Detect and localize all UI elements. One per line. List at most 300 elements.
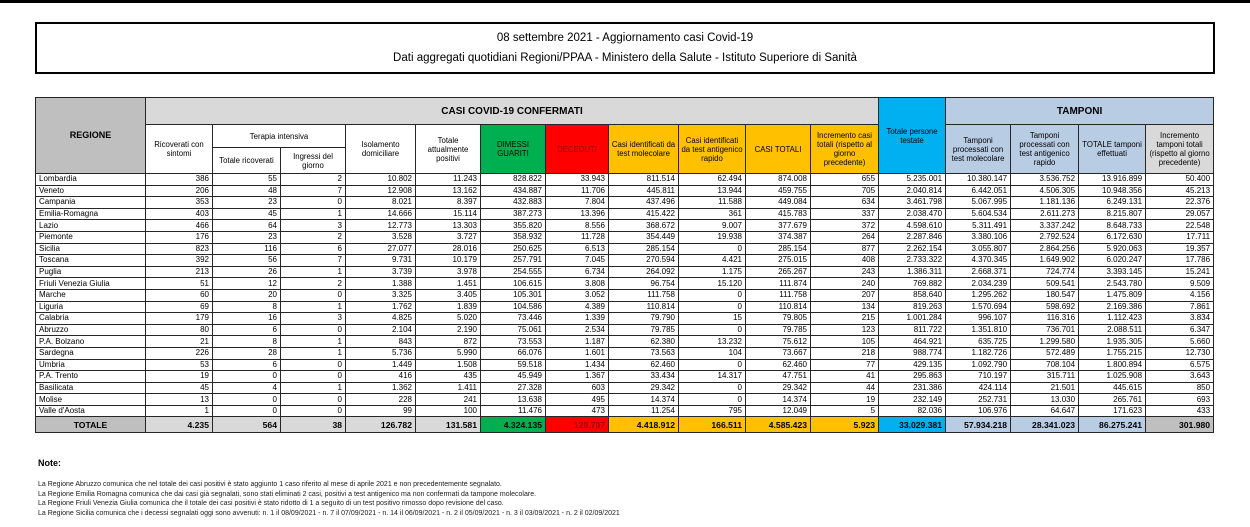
value-cell: 3.528 [346,231,416,243]
total-cell: 4.324.135 [481,417,546,433]
value-cell: 64 [213,220,281,232]
region-name-cell: Liguria [36,301,146,313]
value-cell: 106.615 [481,278,546,290]
value-cell: 9.007 [679,220,746,232]
value-cell: 14.666 [346,208,416,220]
value-cell: 5.736 [346,347,416,359]
value-cell: 0 [679,243,746,255]
value-cell: 354.449 [609,231,679,243]
value-cell: 64.647 [1011,405,1079,417]
value-cell: 598.692 [1011,301,1079,313]
header-band-row [36,98,1214,125]
value-cell: 473 [546,405,609,417]
value-cell: 433 [1146,405,1214,417]
value-cell: 2.864.256 [1011,243,1079,255]
value-cell: 819.263 [879,301,946,313]
value-cell: 769.882 [879,278,946,290]
value-cell: 988.774 [879,347,946,359]
value-cell: 445.615 [1079,382,1146,394]
value-cell: 15.114 [416,208,481,220]
value-cell: 1.935.305 [1079,336,1146,348]
value-cell: 51 [146,278,213,290]
value-cell: 1.092.790 [946,359,1011,371]
value-cell: 872 [416,336,481,348]
value-cell: 45 [146,382,213,394]
value-cell: 2.104 [346,324,416,336]
header-ricoverati: Ricoverati con sintomi [146,125,213,174]
value-cell: 79.785 [609,324,679,336]
value-cell: 415.783 [746,208,811,220]
note-item: La Regione Abruzzo comunica che nel totale dei casi positivi è stato aggiunto 1 caso riferito al mese di aprile 2021 e non precedentemente segnalato. [38,481,502,488]
value-cell: 226 [146,347,213,359]
value-cell: 6 [281,243,346,255]
header-casi-antigenico: Casi identificati da test antigenico rapido [679,125,746,174]
value-cell: 6.734 [546,266,609,278]
value-cell: 265.267 [746,266,811,278]
value-cell: 99 [346,405,416,417]
value-cell: 53 [146,359,213,371]
value-cell: 5.660 [1146,336,1214,348]
value-cell: 62.460 [609,359,679,371]
region-name-cell: P.A. Trento [36,371,146,383]
value-cell: 11.243 [416,174,481,186]
value-cell: 1.362 [346,382,416,394]
header-band-casi-confermati: CASI COVID-19 CONFERMATI [146,98,879,125]
value-cell: 377.679 [746,220,811,232]
value-cell: 0 [281,197,346,209]
value-cell: 5.604.534 [946,208,1011,220]
value-cell: 17.711 [1146,231,1214,243]
value-cell: 1 [281,301,346,313]
value-cell: 28.016 [416,243,481,255]
total-cell: 129.707 [546,417,609,433]
value-cell: 3.834 [1146,313,1214,325]
value-cell: 285.154 [746,243,811,255]
value-cell: 215 [811,313,879,325]
value-cell: 3.739 [346,266,416,278]
header-dimessi-guariti: DIMESSI GUARITI [481,125,546,174]
value-cell: 1.339 [546,313,609,325]
value-cell: 22.548 [1146,220,1214,232]
value-cell: 105 [811,336,879,348]
value-cell: 2.088.511 [1079,324,1146,336]
value-cell: 1.649.902 [1011,255,1079,267]
value-cell: 218 [811,347,879,359]
total-cell: 86.275.241 [1079,417,1146,433]
value-cell: 603 [546,382,609,394]
header-incremento-tamponi: Incremento tamponi totali (rispetto al giorno precedente) [1146,125,1214,174]
value-cell: 45 [213,208,281,220]
table-row [36,301,1214,313]
value-cell: 416 [346,371,416,383]
value-cell: 1.112.423 [1079,313,1146,325]
value-cell: 843 [346,336,416,348]
value-cell: 358.932 [481,231,546,243]
value-cell: 874.008 [746,174,811,186]
value-cell: 69 [146,301,213,313]
value-cell: 4.825 [346,313,416,325]
value-cell: 0 [213,371,281,383]
value-cell: 275.015 [746,255,811,267]
value-cell: 386 [146,174,213,186]
value-cell: 13.303 [416,220,481,232]
value-cell: 693 [1146,394,1214,406]
value-cell: 1.449 [346,359,416,371]
value-cell: 264.092 [609,266,679,278]
value-cell: 250.625 [481,243,546,255]
value-cell: 5 [811,405,879,417]
value-cell: 3.405 [416,289,481,301]
value-cell: 27.328 [481,382,546,394]
region-name-cell: Umbria [36,359,146,371]
value-cell: 55 [213,174,281,186]
value-cell: 79.805 [746,313,811,325]
value-cell: 79.785 [746,324,811,336]
value-cell: 1 [281,336,346,348]
header-ingressi-giorno: Ingressi del giorno [281,148,346,174]
value-cell: 33.943 [546,174,609,186]
value-cell: 2.040.814 [879,185,946,197]
value-cell: 1.508 [416,359,481,371]
value-cell: 232.149 [879,394,946,406]
value-cell: 710.197 [946,371,1011,383]
value-cell: 270.594 [609,255,679,267]
report-date-title: 08 settembre 2021 - Aggiornamento casi Covid-19 [496,32,754,44]
value-cell: 655 [811,174,879,186]
value-cell: 13.396 [546,208,609,220]
value-cell: 26 [213,266,281,278]
value-cell: 13.232 [679,336,746,348]
value-cell: 62.494 [679,174,746,186]
region-name-cell: Abruzzo [36,324,146,336]
region-name-cell: Campania [36,197,146,209]
value-cell: 73.667 [746,347,811,359]
value-cell: 1.451 [416,278,481,290]
value-cell: 0 [281,371,346,383]
value-cell: 823 [146,243,213,255]
value-cell: 811.514 [609,174,679,186]
value-cell: 5.235.001 [879,174,946,186]
region-name-cell: Basilicata [36,382,146,394]
value-cell: 3.393.145 [1079,266,1146,278]
value-cell: 254.555 [481,266,546,278]
value-cell: 8.397 [416,197,481,209]
covid-data-table [35,97,1214,433]
value-cell: 240 [811,278,879,290]
value-cell: 16 [213,313,281,325]
value-cell: 19.357 [1146,243,1214,255]
header-attualmente-positivi: Totale attualmente positivi [416,125,481,174]
value-cell: 50.400 [1146,174,1214,186]
header-isolamento: Isolamento domiciliare [346,125,416,174]
title-box [35,22,1215,74]
header-incremento-casi: Incremento casi totali (rispetto al giorno precedente) [811,125,879,174]
header-persone-testate: Totale persone testate [879,98,946,174]
value-cell: 19 [146,371,213,383]
value-cell: 110.814 [746,301,811,313]
value-cell: 73.446 [481,313,546,325]
value-cell: 15 [679,313,746,325]
value-cell: 11.706 [546,185,609,197]
total-cell: 4.235 [146,417,213,433]
value-cell: 495 [546,394,609,406]
value-cell: 7.045 [546,255,609,267]
value-cell: 17.786 [1146,255,1214,267]
notes-section [38,458,1208,518]
value-cell: 2 [281,174,346,186]
value-cell: 23 [213,197,281,209]
table-row [36,336,1214,348]
value-cell: 3.978 [416,266,481,278]
value-cell: 73.563 [609,347,679,359]
value-cell: 100 [416,405,481,417]
value-cell: 3.643 [1146,371,1214,383]
value-cell: 15.241 [1146,266,1214,278]
value-cell: 392 [146,255,213,267]
value-cell: 708.104 [1011,359,1079,371]
value-cell: 1 [281,347,346,359]
value-cell: 634 [811,197,879,209]
value-cell: 110.814 [609,301,679,313]
table-row [36,324,1214,336]
region-name-cell: Puglia [36,266,146,278]
value-cell: 464.921 [879,336,946,348]
table-row [36,289,1214,301]
region-name-cell: Friuli Venezia Giulia [36,278,146,290]
report-subtitle: Dati aggregati quotidiani Regioni/PPAA - Ministero della Salute - Istituto Superiore di Sanità [393,52,857,64]
value-cell: 1 [281,208,346,220]
value-cell: 106.976 [946,405,1011,417]
value-cell: 10.802 [346,174,416,186]
value-cell: 6.020.247 [1079,255,1146,267]
value-cell: 445.811 [609,185,679,197]
total-cell: 126.782 [346,417,416,433]
value-cell: 1.800.894 [1079,359,1146,371]
value-cell: 77 [811,359,879,371]
value-cell: 66.076 [481,347,546,359]
value-cell: 116 [213,243,281,255]
value-cell: 5.067.995 [946,197,1011,209]
value-cell: 60 [146,289,213,301]
region-name-cell: P.A. Bolzano [36,336,146,348]
value-cell: 4.506.305 [1011,185,1079,197]
value-cell: 12.908 [346,185,416,197]
value-cell: 6.513 [546,243,609,255]
value-cell: 1.839 [416,301,481,313]
value-cell: 207 [811,289,879,301]
value-cell: 228 [346,394,416,406]
value-cell: 1.351.810 [946,324,1011,336]
header-casi-totali: CASI TOTALI [746,125,811,174]
value-cell: 0 [679,382,746,394]
value-cell: 213 [146,266,213,278]
value-cell: 2.733.322 [879,255,946,267]
value-cell: 22.376 [1146,197,1214,209]
value-cell: 176 [146,231,213,243]
value-cell: 13 [146,394,213,406]
value-cell: 0 [679,324,746,336]
region-name-cell: Marche [36,289,146,301]
page-top-border [0,0,1250,3]
value-cell: 0 [281,405,346,417]
table-row [36,347,1214,359]
value-cell: 1.388 [346,278,416,290]
value-cell: 12.773 [346,220,416,232]
notes-heading: Note: [38,458,61,468]
value-cell: 2 [281,278,346,290]
value-cell: 315.711 [1011,371,1079,383]
header-casi-molecolare: Casi identificati da test molecolare [609,125,679,174]
value-cell: 1.386.311 [879,266,946,278]
value-cell: 466 [146,220,213,232]
value-cell: 29.342 [609,382,679,394]
value-cell: 206 [146,185,213,197]
value-cell: 432.883 [481,197,546,209]
value-cell: 724.774 [1011,266,1079,278]
value-cell: 13.916.899 [1079,174,1146,186]
region-name-cell: Molise [36,394,146,406]
value-cell: 241 [416,394,481,406]
value-cell: 10.948.356 [1079,185,1146,197]
value-cell: 111.758 [746,289,811,301]
value-cell: 33.434 [609,371,679,383]
value-cell: 1 [281,382,346,394]
value-cell: 1.411 [416,382,481,394]
value-cell: 2.287.846 [879,231,946,243]
value-cell: 14.374 [746,394,811,406]
value-cell: 424.114 [946,382,1011,394]
header-deceduti: DECEDUTI [546,125,609,174]
value-cell: 828.822 [481,174,546,186]
value-cell: 1.367 [546,371,609,383]
header-totale-tamponi: TOTALE tamponi effettuati [1079,125,1146,174]
value-cell: 123 [811,324,879,336]
value-cell: 2.190 [416,324,481,336]
notes-list [38,480,1208,518]
value-cell: 3.337.242 [1011,220,1079,232]
value-cell: 1.182.726 [946,347,1011,359]
value-cell: 5.920.063 [1079,243,1146,255]
value-cell: 10.179 [416,255,481,267]
value-cell: 80 [146,324,213,336]
value-cell: 850 [1146,382,1214,394]
table-row [36,266,1214,278]
value-cell: 12 [213,278,281,290]
value-cell: 1 [281,266,346,278]
total-cell: 4.585.423 [746,417,811,433]
table-row [36,255,1214,267]
value-cell: 7.804 [546,197,609,209]
value-cell: 4.389 [546,301,609,313]
value-cell: 29.342 [746,382,811,394]
value-cell: 6 [213,359,281,371]
total-cell: 131.581 [416,417,481,433]
value-cell: 2.543.780 [1079,278,1146,290]
value-cell: 2.169.386 [1079,301,1146,313]
value-cell: 13.162 [416,185,481,197]
value-cell: 19.938 [679,231,746,243]
value-cell: 5.990 [416,347,481,359]
value-cell: 3.461.798 [879,197,946,209]
value-cell: 0 [213,405,281,417]
value-cell: 45.213 [1146,185,1214,197]
value-cell: 1.755.215 [1079,347,1146,359]
value-cell: 44 [811,382,879,394]
value-cell: 62.380 [609,336,679,348]
value-cell: 56 [213,255,281,267]
value-cell: 877 [811,243,879,255]
value-cell: 45.949 [481,371,546,383]
value-cell: 75.061 [481,324,546,336]
value-cell: 48 [213,185,281,197]
value-cell: 257.791 [481,255,546,267]
value-cell: 47.751 [746,371,811,383]
region-name-cell: Calabria [36,313,146,325]
value-cell: 5.311.491 [946,220,1011,232]
total-cell: 4.418.912 [609,417,679,433]
value-cell: 1.475.809 [1079,289,1146,301]
value-cell: 434.887 [481,185,546,197]
value-cell: 285.154 [609,243,679,255]
value-cell: 2.534 [546,324,609,336]
value-cell: 4.421 [679,255,746,267]
region-name-cell: Valle d'Aosta [36,405,146,417]
value-cell: 11.728 [546,231,609,243]
value-cell: 264 [811,231,879,243]
value-cell: 28 [213,347,281,359]
value-cell: 231.386 [879,382,946,394]
value-cell: 21 [146,336,213,348]
value-cell: 180.547 [1011,289,1079,301]
value-cell: 0 [679,394,746,406]
value-cell: 2.792.524 [1011,231,1079,243]
value-cell: 41 [811,371,879,383]
region-name-cell: Lazio [36,220,146,232]
value-cell: 1.570.694 [946,301,1011,313]
value-cell: 2.034.239 [946,278,1011,290]
table-row [36,231,1214,243]
value-cell: 6.172.630 [1079,231,1146,243]
header-tamponi-molecolare: Tamponi processati con test molecolare [946,125,1011,174]
value-cell: 1.187 [546,336,609,348]
region-name-cell: Sicilia [36,243,146,255]
value-cell: 96.754 [609,278,679,290]
value-cell: 252.731 [946,394,1011,406]
region-name-cell: Lombardia [36,174,146,186]
value-cell: 2.262.154 [879,243,946,255]
header-totale-ricoverati: Totale ricoverati [213,148,281,174]
table-row [36,359,1214,371]
value-cell: 437.496 [609,197,679,209]
table-body [36,174,1214,417]
value-cell: 8 [213,336,281,348]
table-row [36,220,1214,232]
region-name-cell: Toscana [36,255,146,267]
value-cell: 4.598.610 [879,220,946,232]
value-cell: 79.790 [609,313,679,325]
value-cell: 996.107 [946,313,1011,325]
value-cell: 59.518 [481,359,546,371]
value-cell: 12.049 [746,405,811,417]
note-item: La Regione Emilia Romagna comunica che dai casi già segnalati, sono stati eliminati 2 casi, positivi a test antigenico ma non confermati da tampone molecolare. [38,490,537,498]
value-cell: 116.316 [1011,313,1079,325]
value-cell: 8.021 [346,197,416,209]
value-cell: 3.052 [546,289,609,301]
region-name-cell: Sardegna [36,347,146,359]
value-cell: 355.820 [481,220,546,232]
value-cell: 0 [679,289,746,301]
value-cell: 361 [679,208,746,220]
